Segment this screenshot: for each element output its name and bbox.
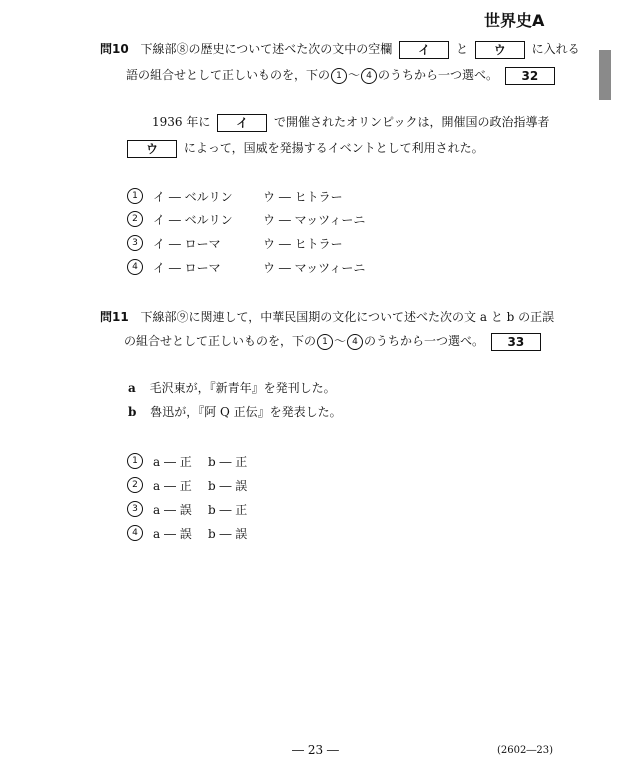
- option-b: b ― 正: [208, 454, 248, 469]
- passage-text-3: によって，国威を発揚するイベントとして利用された。: [183, 141, 484, 155]
- passage-blank-i: イ: [217, 114, 267, 132]
- passage-text-1: 1936 年に: [152, 115, 211, 129]
- q10-and: と: [455, 42, 468, 56]
- q11-option-3[interactable]: [126, 501, 247, 517]
- circled-4: 4: [361, 68, 377, 84]
- q10-option-1[interactable]: [126, 188, 343, 204]
- q10-text-1b: に入れる: [531, 42, 580, 56]
- passage-blank-u: ウ: [127, 140, 177, 158]
- answer-box-32[interactable]: 32: [505, 67, 555, 85]
- option-a: a ― 誤: [153, 502, 192, 517]
- page-number: ― 23 ―: [292, 743, 339, 757]
- option-number: 4: [127, 259, 143, 275]
- circled-1: 1: [317, 334, 333, 350]
- option-a: イ ― ローマ: [153, 236, 221, 251]
- statement-text: 毛沢東が，『新青年』を発刊した。: [149, 381, 336, 395]
- q10-option-2[interactable]: [126, 211, 365, 227]
- option-number: 2: [127, 211, 143, 227]
- q10-line2: [126, 66, 558, 85]
- q11-text-2: の組合せとして正しいものを，下の: [124, 334, 317, 348]
- q10-text-1: 下線部⑧の歴史について述べた次の文中の空欄: [140, 42, 393, 56]
- q11-number: 問11: [100, 310, 129, 324]
- q10-text-2: 語の組合せとして正しいものを，下の: [126, 68, 331, 82]
- q10-option-3[interactable]: [126, 235, 343, 251]
- q11-line2: [124, 332, 544, 351]
- q10-option-4[interactable]: [126, 259, 365, 275]
- range-sep: 〜: [334, 334, 347, 348]
- option-a: イ ― ローマ: [153, 260, 221, 275]
- statement-text: 魯迅が，『阿 Q 正伝』を発表した。: [150, 405, 342, 419]
- option-a: a ― 誤: [153, 526, 192, 541]
- q10-passage-line1: [152, 113, 550, 132]
- option-b: ウ ― マッツィーニ: [263, 260, 366, 275]
- range-sep: 〜: [348, 68, 361, 82]
- option-b: b ― 誤: [208, 526, 248, 541]
- option-number: 2: [127, 477, 143, 493]
- statement-label: b: [128, 405, 137, 419]
- option-a: イ ― ベルリン: [153, 189, 233, 204]
- circled-1: 1: [331, 68, 347, 84]
- option-number: 4: [127, 525, 143, 541]
- option-b: ウ ― ヒトラー: [263, 236, 343, 251]
- option-a: a ― 正: [153, 478, 192, 493]
- q10-number: 問10: [100, 42, 129, 56]
- q11-line1: [100, 308, 554, 326]
- option-b: ウ ― マッツィーニ: [263, 212, 366, 227]
- option-number: 3: [127, 501, 143, 517]
- option-b: b ― 誤: [208, 478, 248, 493]
- option-a: イ ― ベルリン: [153, 212, 233, 227]
- q10-passage-line2: [124, 139, 484, 158]
- option-number: 1: [127, 453, 143, 469]
- q10-line1: [100, 40, 580, 59]
- q10-text-2b: のうちから一つ選べ。: [378, 68, 499, 82]
- statement-b: [128, 403, 342, 421]
- q11-option-4[interactable]: [126, 525, 247, 541]
- option-b: b ― 正: [208, 502, 248, 517]
- q11-option-2[interactable]: [126, 477, 247, 493]
- option-number: 3: [127, 235, 143, 251]
- option-number: 1: [127, 188, 143, 204]
- q11-option-1[interactable]: [126, 453, 247, 469]
- option-a: a ― 正: [153, 454, 192, 469]
- circled-4: 4: [347, 334, 363, 350]
- answer-box-33[interactable]: 33: [491, 333, 541, 351]
- blank-i: イ: [399, 41, 449, 59]
- passage-text-2: で開催されたオリンピックは，開催国の政治指導者: [274, 115, 550, 129]
- q11-text-1: 下線部⑨に関連して，中華民国期の文化について述べた次の文 a と b の正誤: [140, 310, 555, 324]
- side-index-tab: [599, 50, 611, 100]
- option-b: ウ ― ヒトラー: [263, 189, 343, 204]
- page-code: (2602―23): [497, 745, 553, 756]
- blank-u: ウ: [475, 41, 525, 59]
- statement-a: [128, 379, 336, 397]
- statement-label: a: [128, 381, 136, 395]
- q11-text-2b: のうちから一つ選べ。: [364, 334, 485, 348]
- subject-title: 世界史A: [484, 11, 545, 30]
